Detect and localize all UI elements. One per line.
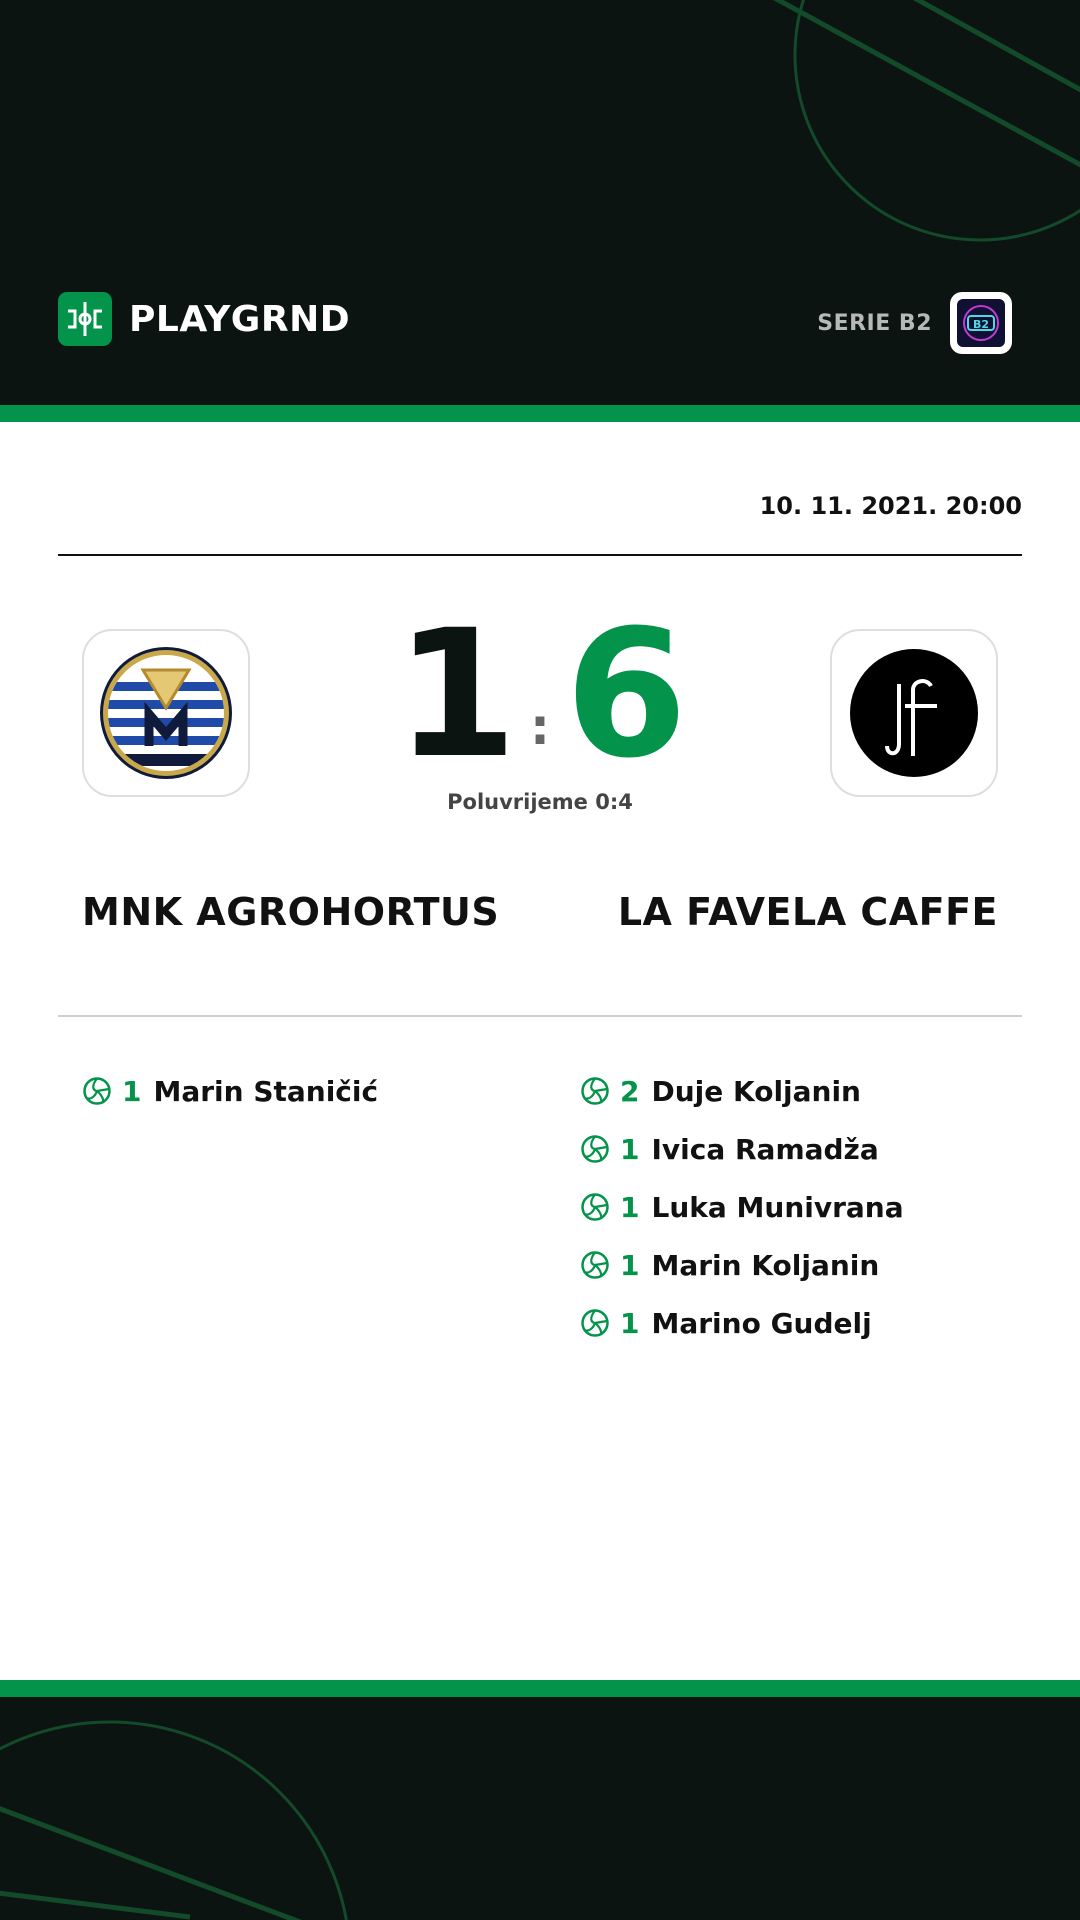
league-badge [950, 292, 1012, 354]
scorer-goals: 1 [122, 1074, 142, 1108]
scorer-goals: 1 [620, 1132, 640, 1166]
svg-text:B2: B2 [972, 318, 990, 331]
header-accent-bar [0, 405, 1080, 422]
scorer-goals: 1 [620, 1190, 640, 1224]
footer-banner [0, 1697, 1080, 1920]
scorer-goals: 1 [620, 1306, 640, 1340]
match-datetime: 10. 11. 2021. 20:00 [759, 492, 1022, 520]
scorer-name: Marino Gudelj [651, 1306, 872, 1340]
home-crest-icon [99, 646, 233, 780]
scorer-name: Ivica Ramadža [651, 1132, 879, 1166]
ball-icon [82, 1076, 112, 1106]
divider [58, 1015, 1022, 1017]
footer-accent-bar [0, 1680, 1080, 1697]
ball-icon [580, 1192, 610, 1222]
ball-icon [580, 1134, 610, 1164]
scorer-name: Duje Koljanin [651, 1074, 861, 1108]
scorer-name: Marin Koljanin [651, 1248, 880, 1282]
home-team-logo[interactable] [82, 629, 250, 797]
scorer-goals: 1 [620, 1248, 640, 1282]
pitch-icon [58, 292, 112, 346]
home-team-name[interactable]: MNK AGROHORTUS [82, 890, 500, 934]
brand[interactable] [58, 292, 350, 346]
away-scorers-list [580, 1062, 904, 1352]
ball-icon [580, 1250, 610, 1280]
divider [58, 554, 1022, 556]
league-info[interactable] [817, 292, 1012, 354]
halftime-score: Poluvrijeme 0:4 [447, 790, 633, 814]
away-crest-icon [847, 646, 981, 780]
scorer-name: Luka Munivrana [651, 1190, 904, 1224]
score-separator: : [530, 698, 550, 756]
scorer-item [580, 1294, 904, 1352]
away-team-logo[interactable] [830, 629, 998, 797]
scorer-goals: 2 [620, 1074, 640, 1108]
league-logo-icon [957, 299, 1005, 347]
scorer-item [580, 1236, 904, 1294]
scorer-item [580, 1178, 904, 1236]
header-banner [0, 0, 1080, 405]
pitch-lines-decoration [0, 1697, 1080, 1920]
scorer-item [580, 1120, 904, 1178]
ball-icon [580, 1308, 610, 1338]
away-score: 6 [565, 592, 688, 797]
brand-name: PLAYGRND [129, 298, 351, 340]
ball-icon [580, 1076, 610, 1106]
scorer-name: Marin Staničić [153, 1074, 379, 1108]
league-name: SERIE B2 [817, 310, 932, 336]
home-score: 1 [395, 592, 518, 797]
scorer-item [82, 1062, 378, 1120]
home-scorers-list [82, 1062, 378, 1120]
scorer-item [580, 1062, 904, 1120]
away-team-name[interactable]: LA FAVELA CAFFE [617, 890, 998, 934]
